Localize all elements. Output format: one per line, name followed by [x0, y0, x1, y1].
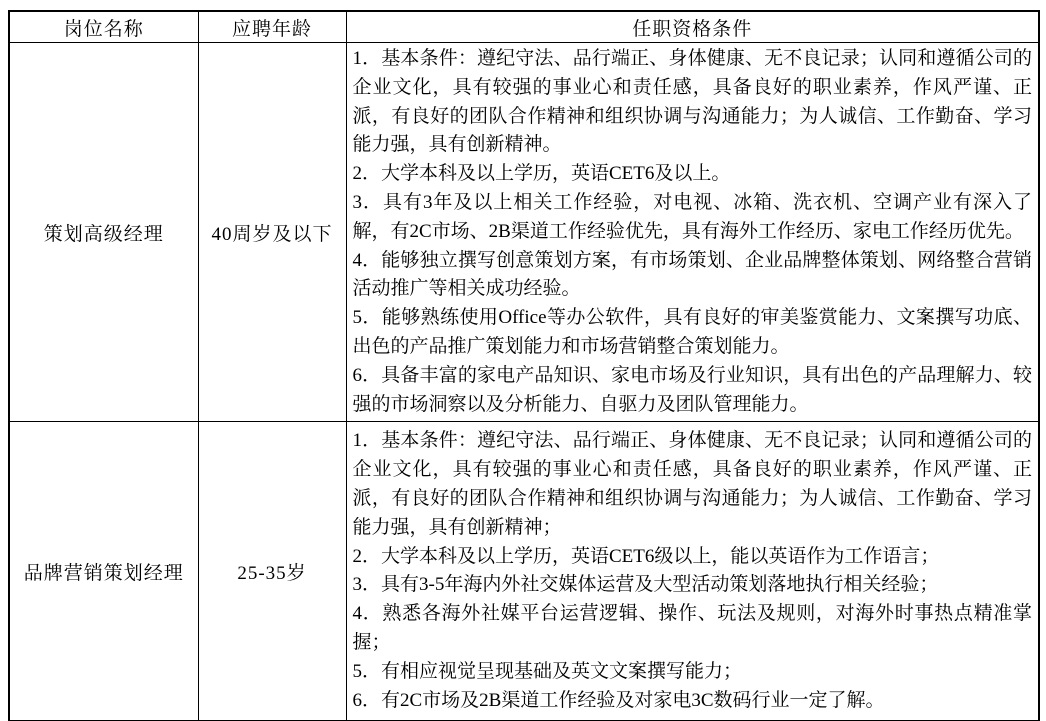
requirement-item: 4．熟悉各海外社媒平台运营逻辑、操作、玩法及规则，对海外时事热点精准掌握； — [352, 603, 1032, 653]
requirements-cell — [346, 43, 1039, 422]
age-cell: 25-35岁 — [198, 422, 346, 721]
requirement-item: 6．具备丰富的家电产品知识、家电市场及行业知识，具有出色的产品理解力、较强的市场洞察以及分析能力、自驱力及团队管理能力。 — [352, 364, 1032, 415]
age-cell: 40周岁及以下 — [198, 43, 346, 422]
requirement-item: 2．大学本科及以上学历，英语CET6及以上。 — [352, 163, 731, 185]
requirement-item: 4．能够独立撰写创意策划方案，有市场策划、企业品牌整体策划、网络整合营销活动推广等相关成功经验。 — [352, 249, 1032, 300]
requirement-item: 1．基本条件：遵纪守法、品行端正、身体健康、无不良记录；认同和遵循公司的企业文化，具有较强的事业心和责任感，具备良好的职业素养，作风严谨、正派，有良好的团队合作精神和组织协调与沟通能力；为人诚信、工作勤奋、学习能力强，具有创新精神； — [352, 430, 1032, 538]
job-requirements-table — [8, 10, 1040, 721]
requirements-cell — [346, 422, 1039, 721]
table-header-row — [9, 11, 1039, 43]
requirement-item: 2．大学本科及以上学历，英语CET6级以上，能以英语作为工作语言； — [352, 545, 940, 567]
requirement-item: 5．有相应视觉呈现基础及英文文案撰写能力； — [352, 660, 743, 682]
requirement-item: 3．具有3年及以上相关工作经验，对电视、冰箱、洗衣机、空调产业有深入了解，有2C市场、2B渠道工作经验优先，具有海外工作经历、家电工作经历优先。 — [352, 191, 1032, 242]
requirement-item: 3．具有3-5年海内外社交媒体运营及大型活动策划落地执行相关经验； — [352, 574, 939, 596]
position-cell: 策划高级经理 — [9, 43, 198, 422]
position-cell: 品牌营销策划经理 — [9, 422, 198, 721]
table-row-planning-senior-manager — [9, 43, 1039, 422]
document-page — [0, 10, 1046, 721]
requirement-item: 5．能够熟练使用Office等办公软件，具有良好的审美鉴赏能力、文案撰写功底、出色的产品推广策划能力和市场营销整合策划能力。 — [352, 307, 1032, 357]
header-position-name: 岗位名称 — [9, 11, 198, 43]
header-application-age: 应聘年龄 — [198, 11, 346, 43]
table-row-brand-marketing-planning-manager — [9, 422, 1039, 721]
requirement-item: 1．基本条件：遵纪守法、品行端正、身体健康、无不良记录；认同和遵循公司的企业文化，具有较强的事业心和责任感，具备良好的职业素养，作风严谨、正派，有良好的团队合作精神和组织协调与沟通能力；为人诚信、工作勤奋、学习能力强，具有创新精神。 — [352, 48, 1032, 156]
header-qualification-requirements: 任职资格条件 — [346, 11, 1039, 43]
requirement-item: 6．有2C市场及2B渠道工作经验及对家电3C数码行业一定了解。 — [352, 689, 885, 711]
